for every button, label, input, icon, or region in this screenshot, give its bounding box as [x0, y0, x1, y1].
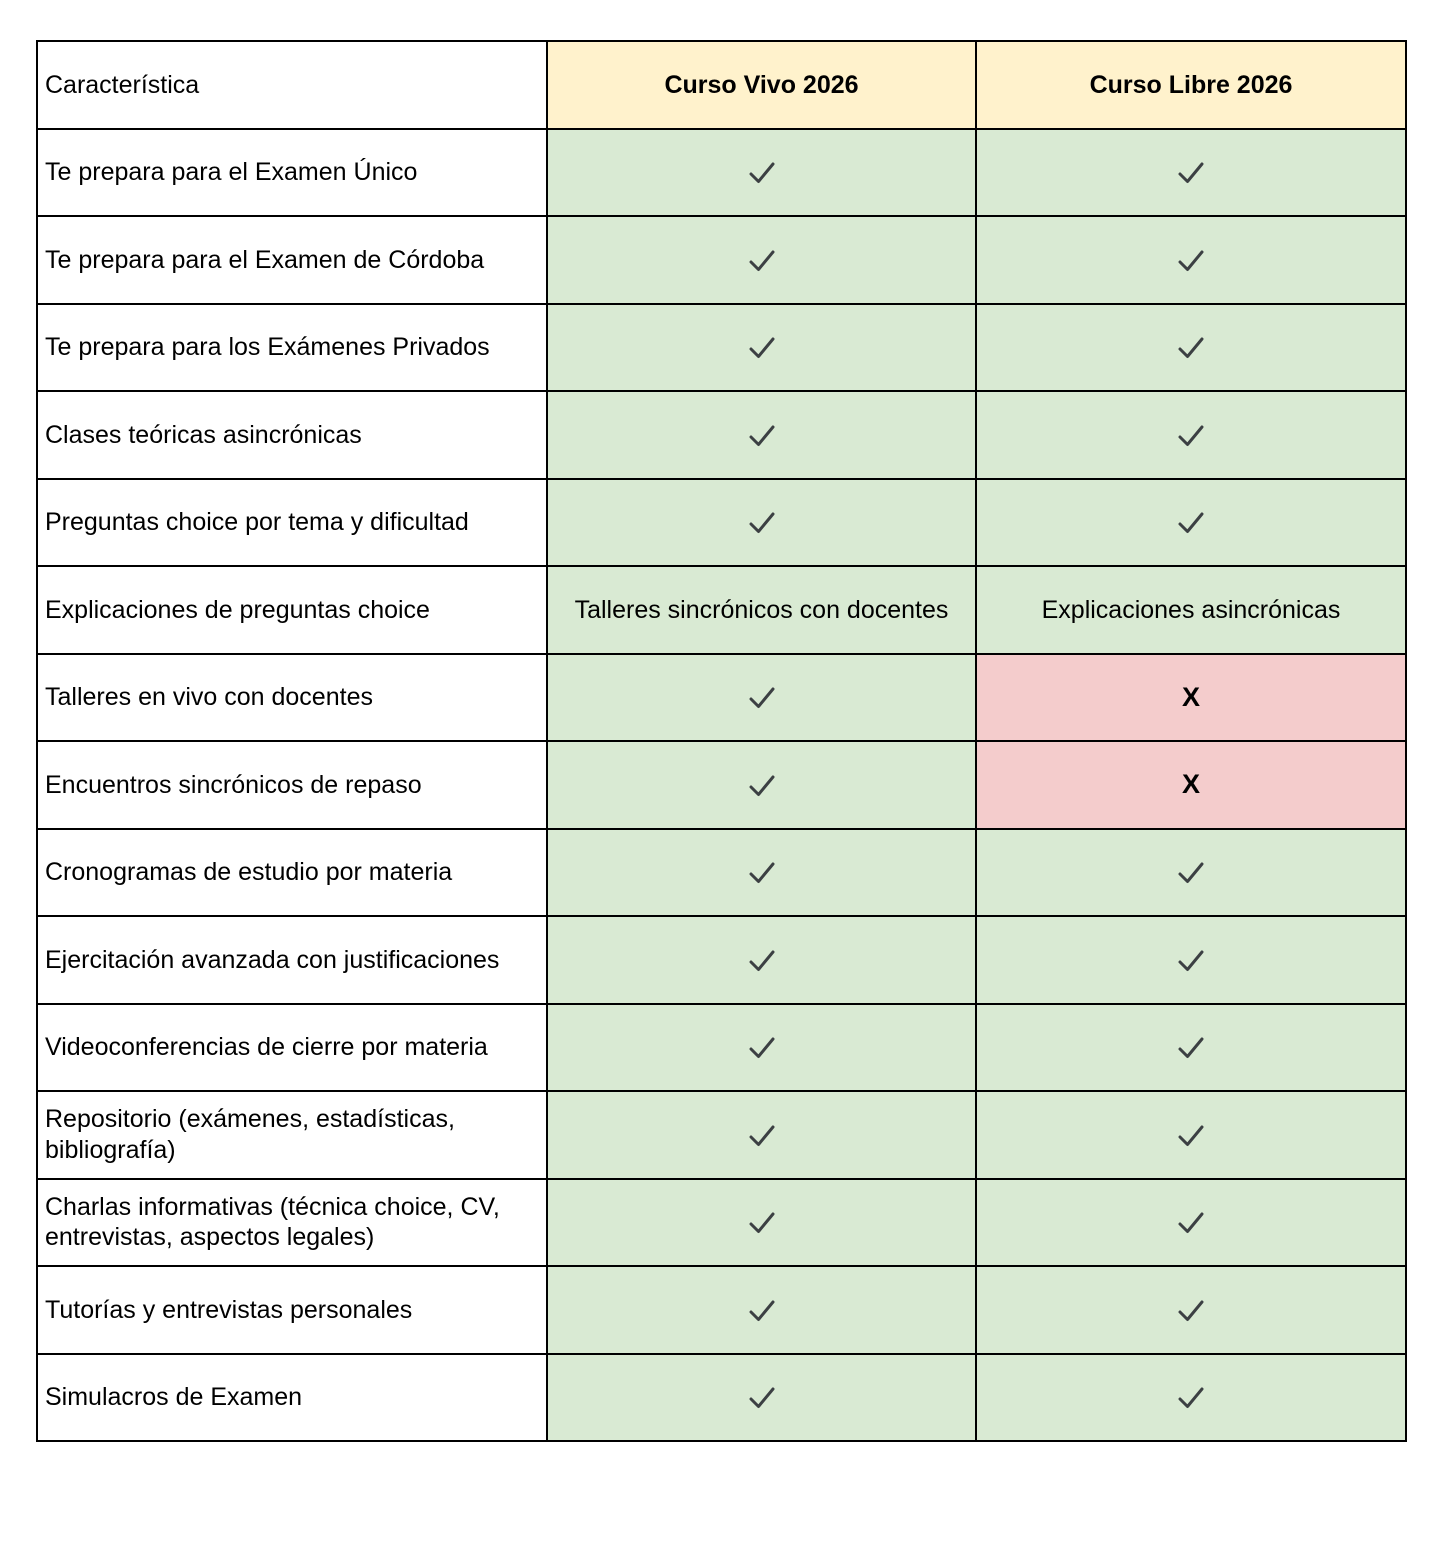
table-row — [37, 1091, 1406, 1179]
check-icon — [1177, 1209, 1205, 1237]
curso-vivo-cell — [547, 741, 976, 829]
curso-libre-cell — [976, 1266, 1406, 1354]
check-icon — [1177, 247, 1205, 275]
comparison-table — [36, 40, 1407, 1442]
table-row — [37, 654, 1406, 742]
feature-cell: Simulacros de Examen — [37, 1354, 547, 1442]
curso-vivo-cell — [547, 1004, 976, 1092]
table-row — [37, 1266, 1406, 1354]
curso-vivo-cell — [547, 1354, 976, 1442]
curso-libre-cell — [976, 216, 1406, 304]
feature-cell: Ejercitación avanzada con justificaciones — [37, 916, 547, 1004]
curso-libre-cell — [976, 391, 1406, 479]
check-icon — [748, 772, 776, 800]
feature-cell: Te prepara para los Exámenes Privados — [37, 304, 547, 392]
check-icon — [748, 247, 776, 275]
curso-libre-cell — [976, 1091, 1406, 1179]
feature-cell: Preguntas choice por tema y dificultad — [37, 479, 547, 567]
check-icon — [1177, 859, 1205, 887]
curso-vivo-cell — [547, 304, 976, 392]
curso-vivo-column-header: Curso Vivo 2026 — [547, 41, 976, 129]
check-icon — [1177, 509, 1205, 537]
check-icon — [748, 422, 776, 450]
feature-cell: Videoconferencias de cierre por materia — [37, 1004, 547, 1092]
feature-cell: Tutorías y entrevistas personales — [37, 1266, 547, 1354]
curso-libre-cell — [976, 741, 1406, 829]
curso-libre-column-header: Curso Libre 2026 — [976, 41, 1406, 129]
check-icon — [1177, 947, 1205, 975]
x-mark: X — [1181, 681, 1200, 712]
feature-cell: Clases teóricas asincrónicas — [37, 391, 547, 479]
feature-cell: Encuentros sincrónicos de repaso — [37, 741, 547, 829]
curso-libre-cell — [976, 916, 1406, 1004]
header-row — [37, 41, 1406, 129]
curso-libre-cell — [976, 1354, 1406, 1442]
feature-cell: Explicaciones de preguntas choice — [37, 566, 547, 654]
table-row — [37, 129, 1406, 217]
check-icon — [748, 1122, 776, 1150]
table-body — [37, 129, 1406, 1442]
curso-libre-cell — [976, 479, 1406, 567]
table-row — [37, 391, 1406, 479]
curso-vivo-cell — [547, 216, 976, 304]
check-icon — [1177, 1297, 1205, 1325]
curso-vivo-cell — [547, 391, 976, 479]
table-row — [37, 566, 1406, 654]
table-row — [37, 916, 1406, 1004]
check-icon — [748, 1034, 776, 1062]
table-row — [37, 829, 1406, 917]
curso-libre-cell: Explicaciones asincrónicas — [976, 566, 1406, 654]
curso-libre-cell — [976, 1004, 1406, 1092]
feature-cell: Talleres en vivo con docentes — [37, 654, 547, 742]
curso-vivo-cell — [547, 1266, 976, 1354]
curso-libre-cell — [976, 129, 1406, 217]
curso-libre-cell — [976, 304, 1406, 392]
curso-vivo-cell — [547, 829, 976, 917]
curso-vivo-cell — [547, 479, 976, 567]
feature-cell: Te prepara para el Examen Único — [37, 129, 547, 217]
check-icon — [1177, 422, 1205, 450]
check-icon — [1177, 1122, 1205, 1150]
check-icon — [1177, 1384, 1205, 1412]
x-mark: X — [1181, 769, 1200, 800]
table-row — [37, 741, 1406, 829]
feature-cell: Repositorio (exámenes, estadísticas, bibliografía) — [37, 1091, 547, 1179]
table-row — [37, 1354, 1406, 1442]
curso-vivo-cell — [547, 916, 976, 1004]
check-icon — [1177, 159, 1205, 187]
curso-libre-cell — [976, 654, 1406, 742]
feature-column-header: Característica — [37, 41, 547, 129]
table-row — [37, 479, 1406, 567]
table-row — [37, 216, 1406, 304]
curso-vivo-cell — [547, 654, 976, 742]
curso-libre-cell — [976, 829, 1406, 917]
check-icon — [748, 859, 776, 887]
check-icon — [1177, 334, 1205, 362]
feature-cell: Charlas informativas (técnica choice, CV, entrevistas, aspectos legales) — [37, 1179, 547, 1267]
check-icon — [748, 159, 776, 187]
check-icon — [748, 1297, 776, 1325]
curso-vivo-cell: Talleres sincrónicos con docentes — [547, 566, 976, 654]
curso-libre-cell — [976, 1179, 1406, 1267]
check-icon — [748, 1384, 776, 1412]
check-icon — [748, 684, 776, 712]
table-row — [37, 1179, 1406, 1267]
check-icon — [748, 1209, 776, 1237]
table-row — [37, 304, 1406, 392]
curso-vivo-cell — [547, 1179, 976, 1267]
check-icon — [748, 334, 776, 362]
check-icon — [1177, 1034, 1205, 1062]
check-icon — [748, 947, 776, 975]
feature-cell: Cronogramas de estudio por materia — [37, 829, 547, 917]
check-icon — [748, 509, 776, 537]
feature-cell: Te prepara para el Examen de Córdoba — [37, 216, 547, 304]
table-row — [37, 1004, 1406, 1092]
curso-vivo-cell — [547, 1091, 976, 1179]
curso-vivo-cell — [547, 129, 976, 217]
